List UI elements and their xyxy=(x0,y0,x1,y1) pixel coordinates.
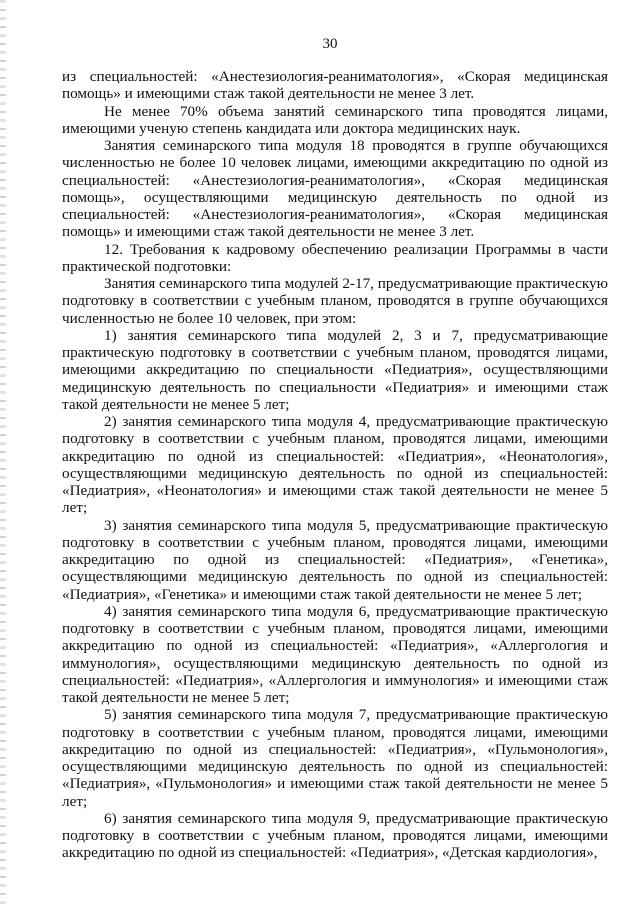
scan-edge-artifact xyxy=(0,0,6,904)
paragraph-degree-requirement: Не менее 70% объема занятий семинарского типа проводятся лицами, имеющими ученую степень кандидата или доктора медицинских наук. xyxy=(62,102,608,137)
list-item-3: 3) занятия семинарского типа модуля 5, предусматривающие практическую подготовку в соответствии с учебным планом, проводятся лицами, имеющими аккредитацию по одной из специальностей: «Педиатрия», «Генетика», осуществляющими медицинскую деятельность по одной из специальностей: «Педиатрия», «Генетика» и имеющими стаж такой деятельности не менее 5 лет; xyxy=(62,516,608,603)
page-number: 30 xyxy=(322,36,338,52)
list-item-5: 5) занятия семинарского типа модуля 7, предусматривающие практическую подготовку в соответствии с учебным планом, проводятся лицами, имеющими аккредитацию по одной из специальностей: «Педиатрия», «Пульмонология», осуществляющими медицинскую деятельность по одной из специальностей: «Педиатрия», «Пульмонология» и имеющими стаж такой деятельности не менее 5 лет; xyxy=(62,706,608,810)
paragraph-continuation: из специальностей: «Анестезиология-реаниматология», «Скорая медицинская помощь» и имеющими стаж такой деятельности не менее 3 лет. xyxy=(62,68,608,103)
list-item-4: 4) занятия семинарского типа модуля 6, предусматривающие практическую подготовку в соответствии с учебным планом, проводятся лицами, имеющими аккредитацию по одной из специальностей: «Педиатрия», «Аллергология и иммунология», осуществляющими медицинскую деятельность по одной из специальностей: «Педиатрия», «Аллергология и иммунология» и имеющими стаж такой деятельности не менее 5 лет; xyxy=(62,602,608,706)
list-item-2: 2) занятия семинарского типа модуля 4, предусматривающие практическую подготовку в соответствии с учебным планом, проводятся лицами, имеющими аккредитацию по одной из специальностей: «Педиатрия», «Неонатология», осуществляющими медицинскую деятельность по одной из специальностей: «Педиатрия», «Неонатология» и имеющими стаж такой деятельности не менее 5 лет; xyxy=(62,413,608,517)
paragraph-modules-2-17: Занятия семинарского типа модулей 2-17, предусматривающие практическую подготовку в соответствии с учебным планом, проводятся в группе обучающихся численностью не более 10 человек, при этом: xyxy=(62,275,608,327)
document-body xyxy=(62,68,608,862)
section-12-heading: 12. Требования к кадровому обеспечению реализации Программы в части практической подготовки: xyxy=(62,240,608,275)
list-item-6: 6) занятия семинарского типа модуля 9, предусматривающие практическую подготовку в соответствии с учебным планом, проводятся лицами, имеющими аккредитацию по одной из специальностей: «Педиатрия», «Детская кардиология», xyxy=(62,809,608,862)
list-item-1: 1) занятия семинарского типа модулей 2, 3 и 7, предусматривающие практическую подготовку в соответствии с учебным планом, проводятся лицами, имеющими аккредитацию по специальности «Педиатрия», осуществляющими медицинскую деятельность по специальности «Педиатрия» и имеющими стаж такой деятельности не менее 5 лет; xyxy=(62,326,608,413)
paragraph-module-18: Занятия семинарского типа модуля 18 проводятся в группе обучающихся численностью не более 10 человек лицами, имеющими аккредитацию по одной из специальностей: «Анестезиология-реаниматология», «Скорая медицинская помощь», осуществляющими медицинскую деятельность по одной из специальностей: «Анестезиология-реаниматология», «Скорая медицинская помощь» и имеющими стаж такой деятельности не менее 3 лет. xyxy=(62,137,608,241)
